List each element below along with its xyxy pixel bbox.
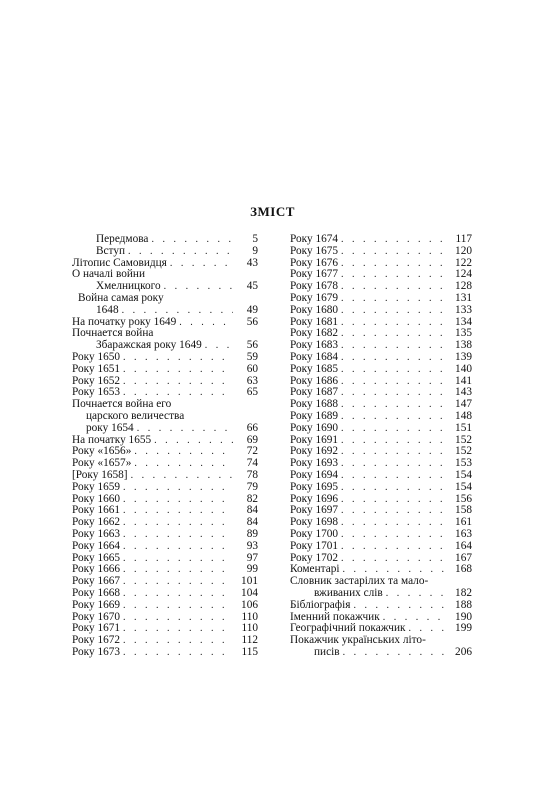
toc-entry [290,482,472,494]
toc-page-number: 163 [455,527,472,540]
dot-leader [123,529,233,541]
dot-leader [341,446,447,458]
dot-leader [123,352,233,364]
toc-entry-title: Року 1673 [72,645,121,658]
toc-entry-title: Року 1660 [72,492,121,505]
toc-entry-title: Року 1697 [290,504,339,517]
dot-leader [341,517,447,529]
toc-entry [72,588,258,600]
dot-leader [341,541,447,553]
toc-page-number: 97 [246,551,258,564]
toc-page-number: 5 [252,233,258,245]
toc-page-number: 141 [455,374,472,387]
toc-page-number: 153 [455,457,472,470]
dot-leader [151,234,233,246]
toc-entry [290,470,472,482]
toc-entry-title: Почнается война [72,327,154,340]
toc-page-number: 147 [455,398,472,411]
dot-leader [123,635,233,647]
dot-leader [128,246,233,258]
dot-leader [341,553,447,565]
toc-page-number: 134 [455,315,472,328]
dot-leader [341,258,447,270]
toc-entry-title: Коментарі [290,563,340,576]
toc-entry-title: Року «1656» [72,445,132,458]
toc-entry-title: Року 1696 [290,492,339,505]
toc-entry [72,470,258,482]
toc-entry [290,305,472,317]
toc-page-number: 59 [246,350,258,363]
toc-entry-title: Року 1666 [72,563,121,576]
toc-entry [72,328,258,352]
dot-leader [123,564,233,576]
toc-page-number: 110 [241,622,258,635]
toc-page-number: 56 [246,315,258,328]
toc-page-number: 161 [455,516,472,529]
toc-entry-title: Року 1674 [290,233,339,245]
toc-entry-title: Року 1684 [290,350,339,363]
dot-leader [134,446,233,458]
dot-leader [341,482,447,494]
toc-entry-title: Року 1663 [72,527,121,540]
dot-leader [123,517,233,529]
dot-leader [341,423,447,435]
dot-leader [123,553,233,565]
dot-leader [341,399,447,411]
toc-page-number: 43 [246,256,258,269]
toc-entry-title: Року 1669 [72,598,121,611]
toc-entry-title: Року 1693 [290,457,339,470]
toc-page-number: 139 [455,350,472,363]
toc-entry-title: Року 1687 [290,386,339,399]
toc-entry-title: На початку 1655 [72,433,152,446]
dot-leader [123,364,233,376]
toc-page-number: 82 [246,492,258,505]
toc-entry [72,647,258,659]
toc-page-number: 190 [455,610,472,623]
dot-leader [341,269,447,281]
toc-left-column [72,234,258,659]
toc-entry-title: Року 1701 [290,539,339,552]
toc-page-number: 93 [246,539,258,552]
toc-entry [290,423,472,435]
toc-entry-title: Почнается война его [72,398,172,411]
toc-entry-title: писів [314,645,340,658]
dot-leader [154,435,233,447]
toc-entry [290,246,472,258]
toc-entry [72,600,258,612]
toc-entry-title: Літопис Самовидця [72,256,167,269]
toc-page-number: 65 [246,386,258,399]
toc-entry-title: 1648 [96,303,119,316]
toc-entry [72,364,258,376]
toc-entry-title: Року 1682 [290,327,339,340]
toc-entry [290,635,472,659]
toc-entry-title: Року 1651 [72,362,121,375]
toc-page-number: 120 [455,244,472,257]
toc-page-number: 131 [455,291,472,304]
dot-leader [123,541,233,553]
toc-page-number: 106 [241,598,258,611]
dot-leader [341,529,447,541]
dot-leader [343,647,447,659]
toc-entry-title: Хмелницкого [96,280,161,293]
toc-page-number: 72 [246,445,258,458]
toc-entry [72,246,258,258]
toc-page-number: 135 [455,327,472,340]
dot-leader [123,494,233,506]
toc-entry-title: Року 1692 [290,445,339,458]
toc-entry [290,541,472,553]
dot-leader [134,458,233,470]
toc-entry-title: Географічний покажчик [290,622,406,635]
dot-leader [341,281,447,293]
toc-entry-title: Бібліографія [290,598,351,611]
toc-page-number: 122 [455,256,472,269]
dot-leader [164,281,233,293]
toc-page-number: 154 [455,480,472,493]
toc-page-number: 182 [455,586,472,599]
toc-entry-title: Збаражская року 1649 [96,339,202,352]
toc-entry-title: Року 1695 [290,480,339,493]
dot-leader [123,647,233,659]
toc-entry-title: Року 1671 [72,622,121,635]
dot-leader [123,376,233,388]
toc-entry-title: Року 1653 [72,386,121,399]
toc-entry [290,411,472,423]
toc-entry [72,399,258,434]
dot-leader [341,435,447,447]
toc-entry-title: Року 1702 [290,551,339,564]
toc-page-number: 156 [455,492,472,505]
toc-page-number: 164 [455,539,472,552]
dot-leader [341,340,447,352]
toc-page-number: 154 [455,468,472,481]
dot-leader [341,470,447,482]
dot-leader [123,612,233,624]
toc-page-number: 89 [246,527,258,540]
toc-page-number: 112 [241,634,258,647]
toc-entry [290,576,472,600]
toc-page-number: 69 [246,433,258,446]
toc-page-number: 138 [455,339,472,352]
toc-entry-title: Року 1689 [290,409,339,422]
toc-entry-title: Року 1672 [72,634,121,647]
toc-entry-title: О началі войни [72,268,146,281]
toc-entry-title: Року 1665 [72,551,121,564]
toc-page-number: 66 [246,421,258,434]
toc-entry-title: Року 1688 [290,398,339,411]
toc-entry-title: Року 1662 [72,516,121,529]
toc-entry-title: Року 1681 [290,315,339,328]
toc-entry-title: Року 1670 [72,610,121,623]
dot-leader [341,411,447,423]
toc-entry-title: Року 1668 [72,586,121,599]
toc-entry-title: Року 1690 [290,421,339,434]
toc-entry-title: Року 1675 [290,244,339,257]
dot-leader [131,470,233,482]
dot-leader [341,376,447,388]
toc-page-number: 143 [455,386,472,399]
dot-leader [341,246,447,258]
toc-entry [290,293,472,305]
dot-leader [123,576,233,588]
toc-entry-title: [Року 1658] [72,468,128,481]
toc-entry [72,482,258,494]
toc-entry-title: Року 1661 [72,504,121,517]
toc-page-number: 101 [241,575,258,588]
toc-entry-title: Року «1657» [72,457,132,470]
toc-entry-title: Передмова [96,233,149,245]
dot-leader [386,588,447,600]
toc-entry-title: Року 1679 [290,291,339,304]
toc-page-number: 84 [246,516,258,529]
toc-entry-title: Року 1652 [72,374,121,387]
dot-leader [122,305,233,317]
toc-entry [290,352,472,364]
toc-page-number: 74 [246,457,258,470]
toc-page-number: 152 [455,445,472,458]
dot-leader [341,494,447,506]
toc-entry-title: вживаних слів [314,586,383,599]
toc-entry [290,600,472,612]
toc-entry [290,364,472,376]
toc-page-number: 168 [455,563,472,576]
dot-leader [341,328,447,340]
dot-leader [341,505,447,517]
toc-entry-title: Року 1694 [290,468,339,481]
toc-page-number: 45 [246,280,258,293]
toc-entry-title: Вступ [96,244,126,257]
toc-page-number: 9 [252,244,258,257]
dot-leader [123,482,233,494]
toc-page-number: 99 [246,563,258,576]
dot-leader [341,387,447,399]
toc-right-column [290,234,472,659]
toc-page-number: 56 [246,339,258,352]
toc-page-number: 79 [246,480,258,493]
toc-entry [290,529,472,541]
dot-leader [123,505,233,517]
toc-page-number: 167 [455,551,472,564]
dot-leader [179,317,233,329]
toc-entry-title: Року 1664 [72,539,121,552]
toc-page-number: 188 [455,598,472,611]
toc-entry-title: Року 1677 [290,268,339,281]
toc-entry [72,352,258,364]
toc-entry [72,293,258,317]
toc-entry-title: Покажчик українських літо- [290,634,426,647]
dot-leader [341,234,447,246]
toc-page-number: 60 [246,362,258,375]
toc-entry-title: Року 1691 [290,433,339,446]
toc-entry-title: Року 1685 [290,362,339,375]
toc-entry-title: Року 1678 [290,280,339,293]
toc-entry-title: Року 1698 [290,516,339,529]
toc-page-number: 84 [246,504,258,517]
dot-leader [123,600,233,612]
toc-page-number: 115 [241,645,258,658]
toc-entry-title: року 1654 [86,421,134,434]
dot-leader [123,588,233,600]
toc-entry-title: На початку року 1649 [72,315,177,328]
toc-entry [72,541,258,553]
dot-leader [341,317,447,329]
toc-page-number: 206 [455,645,472,658]
toc-entry-title: Року 1700 [290,527,339,540]
toc-page-number: 124 [455,268,472,281]
toc-page-number: 148 [455,409,472,422]
toc-page-number: 152 [455,433,472,446]
toc-entry-title: Року 1680 [290,303,339,316]
toc-page-number: 158 [455,504,472,517]
toc-entry-title: царского величества [86,409,185,422]
dot-leader [205,340,233,352]
toc-entry-title: Война самая року [78,291,164,304]
toc-entry [72,529,258,541]
toc-entry-title: Року 1667 [72,575,121,588]
toc-page-number: 110 [241,610,258,623]
toc-page-number: 199 [455,622,472,635]
toc-entry [72,269,258,293]
dot-leader [341,364,447,376]
toc-entry-title: Іменний покажчик [290,610,380,623]
page-title: ЗМІСТ [250,204,295,219]
toc-page-number: 49 [246,303,258,316]
toc-page-number: 133 [455,303,472,316]
dot-leader [353,600,447,612]
toc-entry-title: Року 1676 [290,256,339,269]
toc-page-number: 117 [455,233,472,245]
dot-leader [123,623,233,635]
toc-page-number: 104 [241,586,258,599]
toc-entry-title: Словник застарілих та мало- [290,575,429,588]
toc-page-number: 128 [455,280,472,293]
toc-page-number: 140 [455,362,472,375]
dot-leader [341,305,447,317]
toc-entry-title: Року 1659 [72,480,121,493]
toc-page-number: 78 [246,468,258,481]
toc-entry-title: Року 1650 [72,350,121,363]
dot-leader [170,258,233,270]
toc-entry-title: Року 1683 [290,339,339,352]
dot-leader [137,423,233,435]
dot-leader [341,293,447,305]
dot-leader [341,352,447,364]
toc-page-number: 63 [246,374,258,387]
toc-page-number: 151 [455,421,472,434]
dot-leader [341,458,447,470]
toc-entry-title: Року 1686 [290,374,339,387]
